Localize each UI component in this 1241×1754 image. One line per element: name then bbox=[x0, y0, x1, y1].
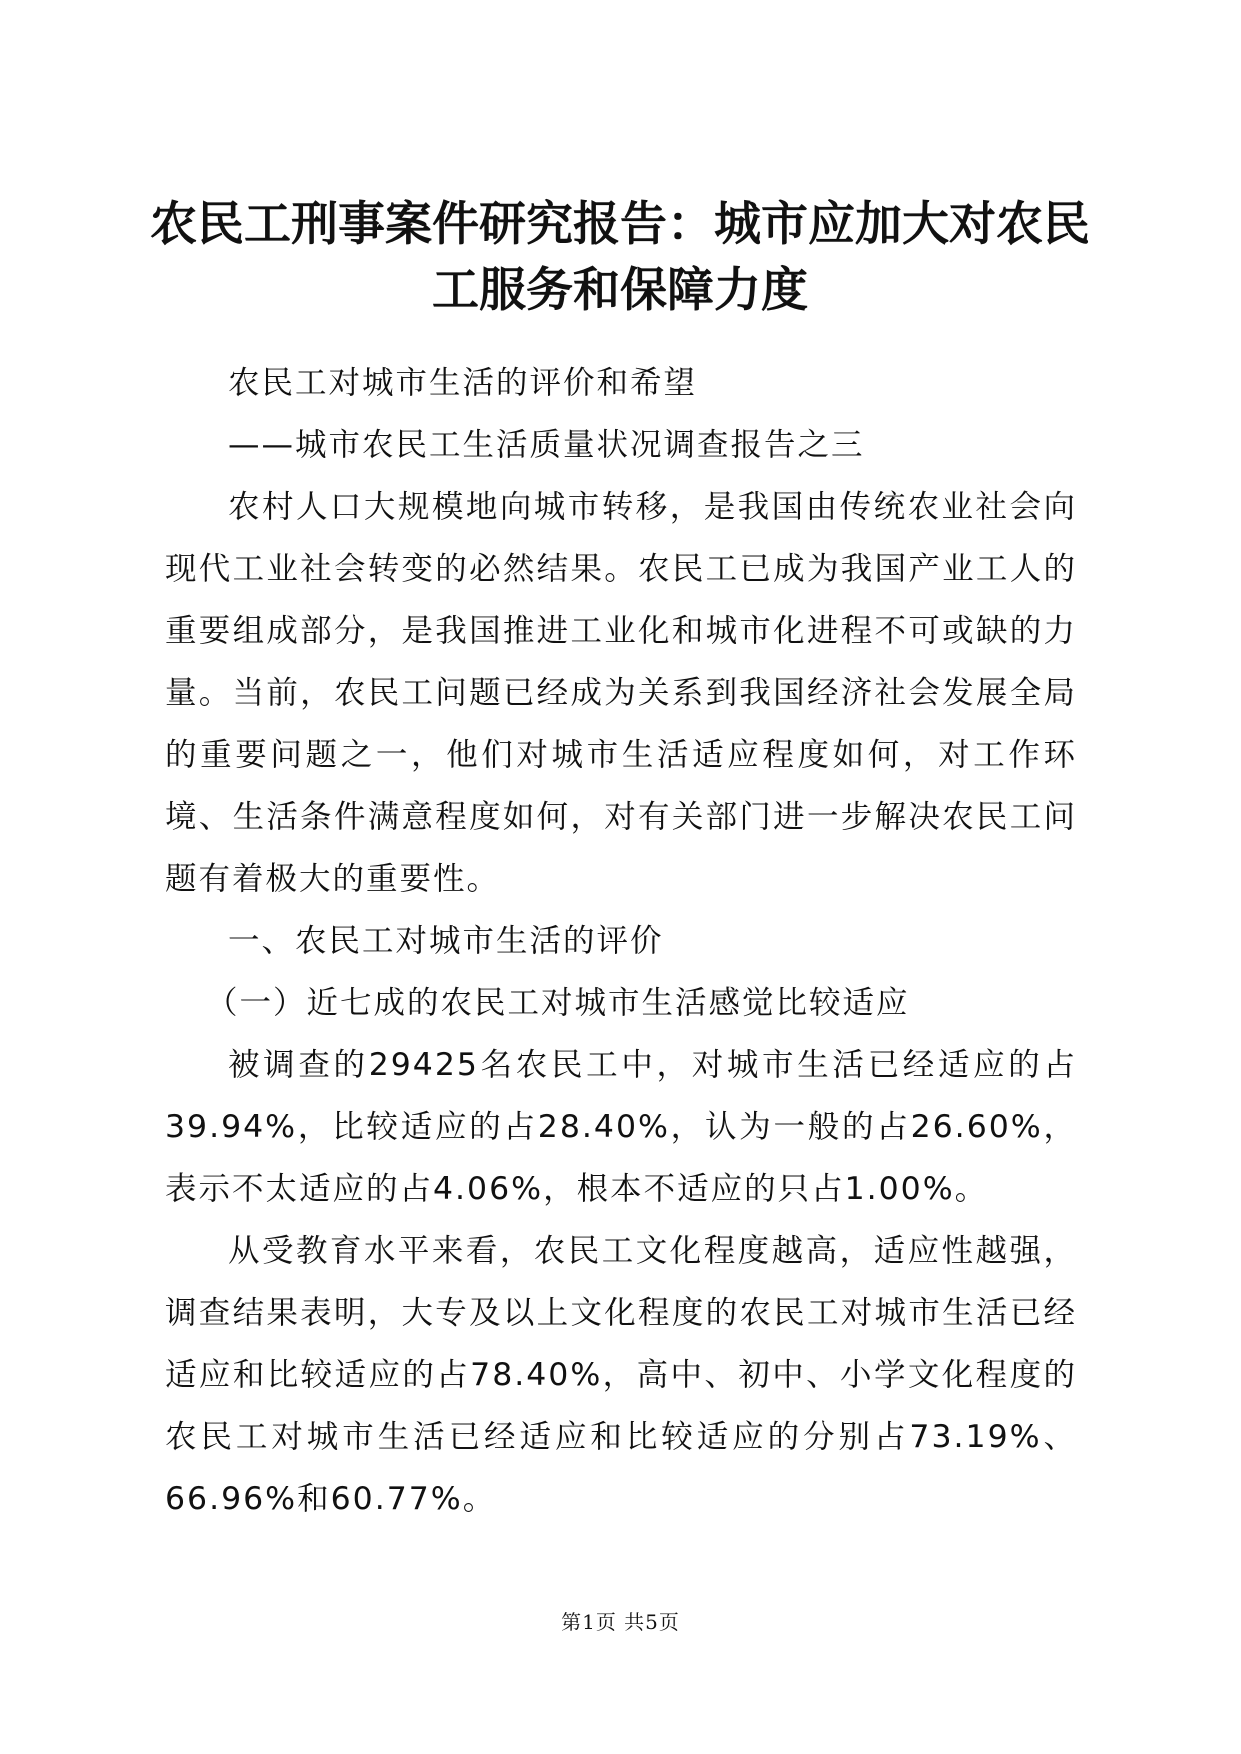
report-series-paragraph: ——城市农民工生活质量状况调查报告之三 bbox=[228, 427, 865, 463]
document-title: 农民工刑事案件研究报告：城市应加大对农民工服务和保障力度 bbox=[150, 197, 1090, 318]
survey-result-paragraph: 被调查的29425名农民工中，对城市生活已经适应的占39.94%，比较适应的占28.40%，认为一般的占26.60%，表示不太适应的占4.06%，根本不适应的只占1.00%。 bbox=[165, 1047, 1077, 1207]
intro-paragraph: 农村人口大规模地向城市转移，是我国由传统农业社会向现代工业社会转变的必然结果。农民工已成为我国产业工人的重要组成部分，是我国推进工业化和城市化进程不可或缺的力量。当前，农民工问题已经成为关系到我国经济社会发展全局的重要问题之一，他们对城市生活适应程度如何，对工作环境、生活条件满意程度如何，对有关部门进一步解决农民工问题有着极大的重要性。 bbox=[165, 489, 1077, 897]
education-paragraph: 从受教育水平来看，农民工文化程度越高，适应性越强，调查结果表明，大专及以上文化程度的农民工对城市生活已经适应和比较适应的占78.40%，高中、初中、小学文化程度的农民工对城市生活已经适应和比较适应的分别占73.19%、66.96%和60.77%。 bbox=[165, 1233, 1077, 1517]
subtitle-paragraph: 农民工对城市生活的评价和希望 bbox=[228, 365, 698, 401]
subsection-heading: （一）近七成的农民工对城市生活感觉比较适应 bbox=[205, 985, 910, 1021]
page-footer: 第1页 共5页 bbox=[561, 1610, 680, 1634]
section-heading: 一、农民工对城市生活的评价 bbox=[228, 923, 664, 959]
document-body bbox=[165, 352, 1077, 1530]
